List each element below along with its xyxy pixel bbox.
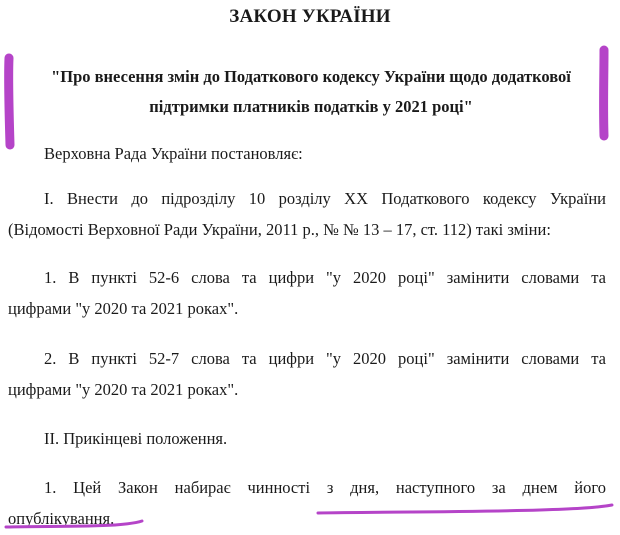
law-name-line-1: "Про внесення змін до Податкового кодексу України щодо додаткової	[51, 67, 571, 86]
section-ii-paragraph	[8, 423, 606, 454]
final-item-line-2: опублікування.	[8, 509, 115, 528]
section-i-paragraph	[8, 183, 606, 245]
item-1-line-2: цифрами "у 2020 та 2021 роках".	[8, 299, 239, 318]
final-item-line-1: 1. Цей Закон набирає чинності з дня, наступного за днем його	[44, 478, 606, 497]
intro-text: Верховна Рада України постановляє:	[44, 144, 303, 163]
item-2-paragraph	[8, 343, 606, 405]
left-bracket-mark	[9, 58, 10, 145]
law-name-line-2: підтримки платників податків у 2021 році"	[149, 97, 473, 116]
final-item-paragraph	[8, 472, 606, 534]
item-1-paragraph	[8, 262, 606, 324]
item-2-line-2: цифрами "у 2020 та 2021 роках".	[8, 380, 239, 399]
section-ii-text: II. Прикінцеві положення.	[44, 429, 228, 448]
item-1-line-1: 1. В пункті 52-6 слова та цифри "у 2020 році" замінити словами та	[44, 268, 606, 287]
section-i-line-1: I. Внести до підрозділу 10 розділу XX Податкового кодексу України	[44, 189, 606, 208]
section-i-line-2: (Відомості Верховної Ради України, 2011 р., № № 13 – 17, ст. 112) такі зміни:	[8, 220, 551, 239]
law-name	[22, 62, 600, 122]
item-2-line-1: 2. В пункті 52-7 слова та цифри "у 2020 році" замінити словами та	[44, 349, 606, 368]
law-title: ЗАКОН УКРАЇНИ	[229, 6, 391, 27]
intro-paragraph	[8, 138, 606, 169]
